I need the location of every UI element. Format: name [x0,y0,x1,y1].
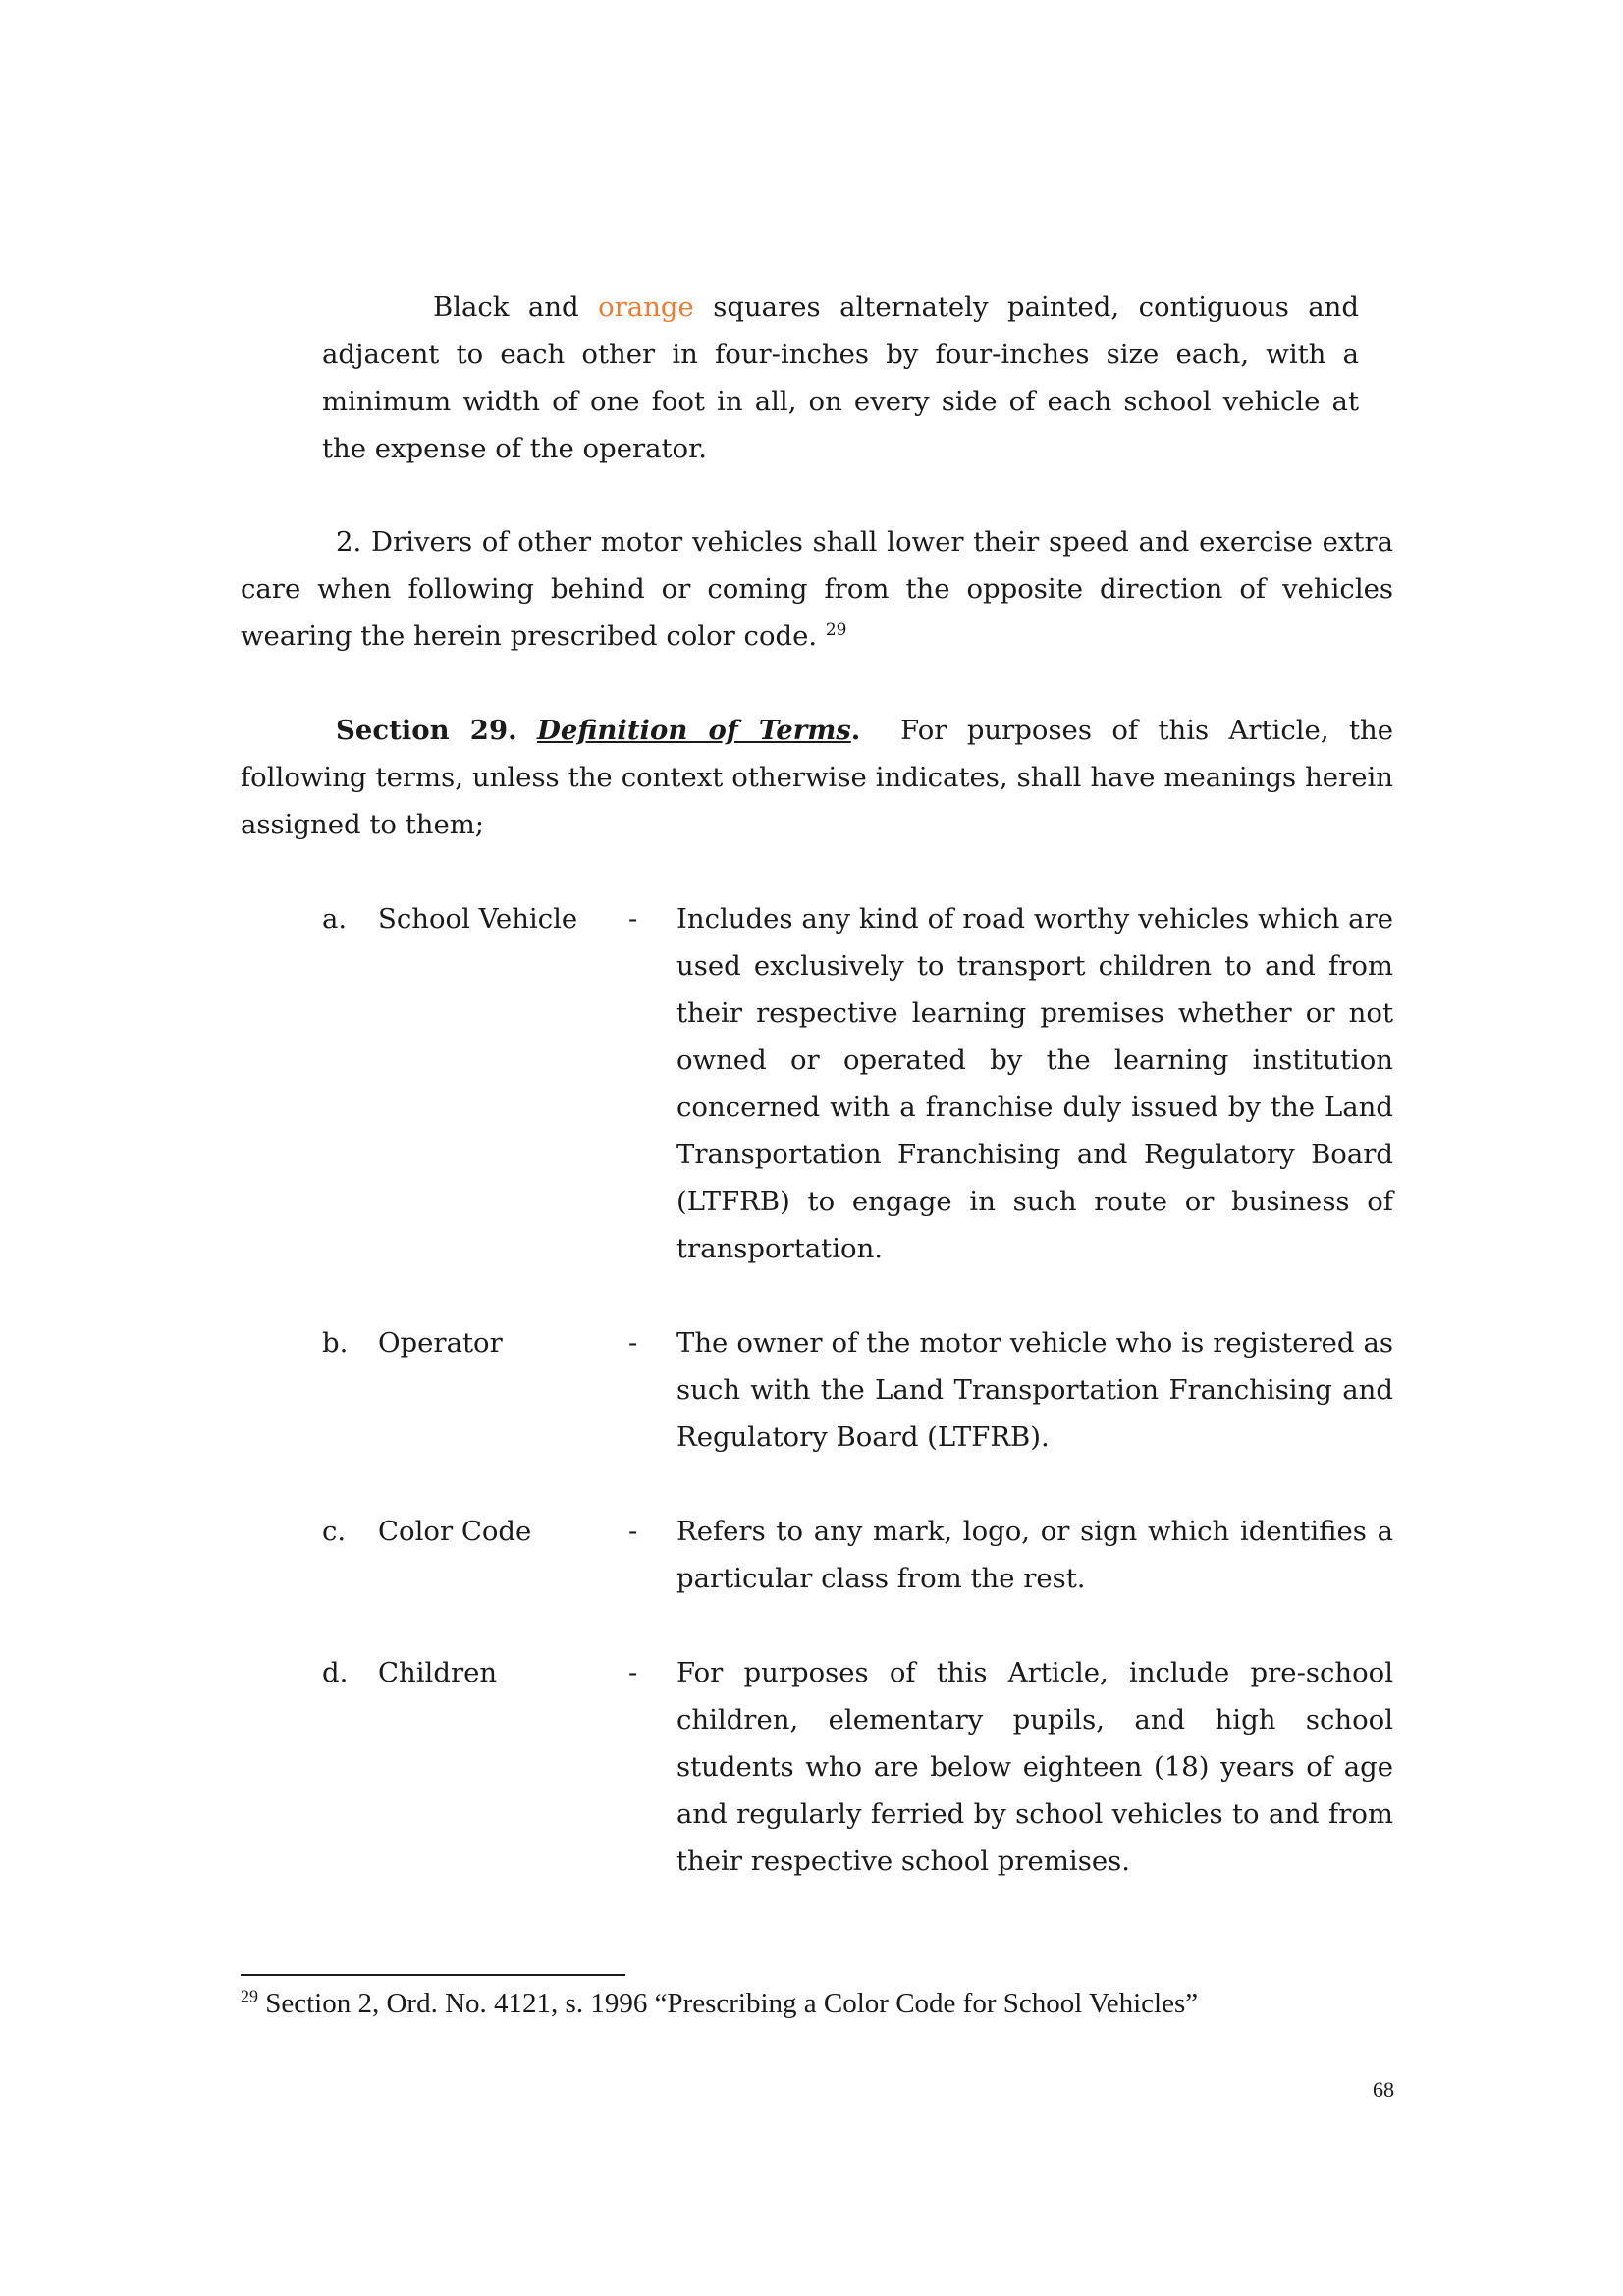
definition-letter: d. [322,1657,349,1688]
definition-term: Children [378,1657,498,1688]
page-number: 68 [1373,2077,1394,2102]
footnote-separator [241,1974,625,1976]
para1-text-after: squares alternately painted, contiguous and adjacent to each other in four-inches by four-inches size each, with a minimum width of one foot in all, on every side of each school vehicle at the expense of the operator. [322,292,1359,464]
definition-term: School Vehicle [378,903,578,934]
section-label: Section 29. [336,715,517,746]
definition-term: Color Code [378,1516,532,1547]
definition-text: The owner of the motor vehicle who is registered as such with the Land Transportation Franchising and Regulatory Board (LTFRB). [676,1327,1393,1453]
section-title-punctuation: . [850,715,861,746]
definition-dash: - [628,1516,638,1547]
para2-text: 2. Drivers of other motor vehicles shall lower their speed and exercise extra care when following behind or coming from the opposite direction of vehicles wearing the herein prescribed color code. [241,526,1393,652]
para1-text-before: Black and [433,292,599,323]
drivers-paragraph [241,518,1393,660]
footnote-reference: 29 [825,619,847,640]
definition-text: For purposes of this Article, include pre-school children, elementary pupils, and high school students who are below eighteen (18) years of age and regularly ferried by school vehicles to and from their respective school premises. [676,1657,1393,1877]
definition-dash: - [628,1657,638,1688]
definition-dash: - [628,903,638,934]
definition-text: Includes any kind of road worthy vehicles which are used exclusively to transport children to and from their respective learning premises whether or not owned or operated by the learning institution concerned with a franchise duly issued by the Land Transportation Franchising and Regulatory Board (LTFRB) to engage in such route or business of transportation. [676,903,1393,1264]
color-code-paragraph [322,284,1359,472]
footnote-text: Section 2, Ord. No. 4121, s. 1996 “Prescribing a Color Code for School Vehicles” [258,1988,1199,2019]
section-title: Definition of Terms [537,715,851,746]
definition-letter: b. [322,1327,349,1359]
definition-letter: a. [322,903,348,934]
definition-term: Operator [378,1327,503,1359]
definition-letter: c. [322,1516,347,1547]
definition-text: Refers to any mark, logo, or sign which identifies a particular class from the rest. [676,1516,1393,1594]
section-29-paragraph [241,707,1393,848]
footnote-number: 29 [241,1986,258,2006]
definition-dash: - [628,1327,638,1359]
orange-word: orange [598,292,694,323]
section-body: For purposes of this Article, the following terms, unless the context otherwise indicates, shall have meanings herein assigned to them; [241,715,1393,840]
footnote [241,1986,1393,2021]
